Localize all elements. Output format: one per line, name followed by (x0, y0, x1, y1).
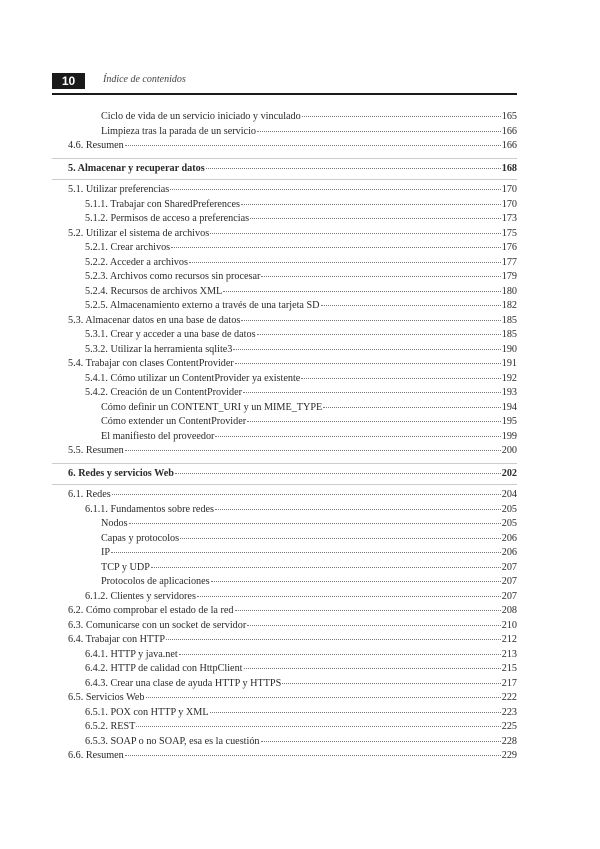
running-title: Índice de contenidos (103, 74, 186, 85)
entry-title: 5.2.5. Almacenamiento externo a través de una tarjeta SD (85, 300, 320, 311)
dot-leader (233, 349, 500, 350)
entry-title: 6.1. Redes (68, 489, 111, 500)
entry-page-number: 166 (501, 125, 517, 137)
toc-entry[interactable] (52, 401, 517, 416)
dot-leader (302, 116, 501, 117)
dot-leader (241, 320, 500, 321)
entry-page-number: 225 (501, 721, 517, 732)
entry-page-number: 170 (501, 184, 517, 195)
toc-entry[interactable] (52, 386, 517, 401)
toc-entry[interactable] (52, 619, 517, 634)
toc-entry[interactable] (52, 503, 517, 518)
dot-leader (125, 755, 501, 756)
entry-title: 5.1.2. Permisos de acceso a preferencias (85, 213, 250, 224)
entry-page-number: 170 (501, 198, 517, 210)
entry-page-number: 206 (501, 532, 517, 544)
entry-title: Protocolos de aplicaciones (101, 576, 210, 587)
entry-title: 6.1.2. Clientes y servidores (85, 590, 196, 602)
dot-leader (136, 726, 500, 727)
entry-page-number: 179 (501, 271, 517, 282)
entry-title: 6.5.2. REST (85, 721, 136, 732)
toc-entry[interactable] (52, 212, 517, 227)
toc-entry[interactable] (52, 372, 517, 387)
toc-entry[interactable] (52, 314, 517, 329)
toc-entry[interactable] (52, 270, 517, 285)
toc-entry[interactable] (52, 575, 517, 590)
dot-leader (146, 697, 501, 698)
entry-page-number: 207 (501, 561, 517, 573)
entry-title: 6.4. Trabajar con HTTP (68, 634, 166, 645)
running-header (52, 72, 517, 95)
entry-page-number: 192 (501, 372, 517, 384)
toc-entry[interactable] (52, 662, 517, 677)
toc-entry[interactable] (52, 749, 517, 764)
dot-leader (171, 247, 501, 248)
entry-title: 6. Redes y servicios Web (68, 467, 174, 479)
toc-entry[interactable] (52, 357, 517, 372)
entry-title: 5.2. Utilizar el sistema de archivos (68, 227, 210, 239)
entry-page-number: 217 (501, 677, 517, 689)
dot-leader (247, 625, 500, 626)
entry-page-number: 176 (501, 242, 517, 253)
entry-title: 5.4.1. Cómo utilizar un ContentProvider ya existente (85, 372, 301, 384)
entry-title: 6.6. Resumen (68, 750, 124, 761)
toc-entry[interactable] (52, 285, 517, 300)
toc-entry[interactable] (52, 546, 517, 561)
dot-leader (243, 392, 501, 393)
page-number: 10 (52, 73, 85, 89)
entry-title: IP (101, 547, 111, 558)
entry-title: 5.2.3. Archivos como recursos sin procesar (85, 271, 261, 282)
chapter-entry[interactable] (52, 467, 517, 482)
entry-title: 5. Almacenar y recuperar datos (68, 162, 205, 174)
dot-leader (125, 450, 501, 451)
dot-leader (180, 538, 501, 539)
entry-title: 4.6. Resumen (68, 140, 124, 151)
dot-leader (323, 407, 500, 408)
entry-page-number: 175 (501, 227, 517, 239)
dot-leader (210, 712, 501, 713)
chapter-heading (52, 158, 517, 181)
dot-leader (125, 145, 501, 146)
dot-leader (129, 523, 501, 524)
dot-leader (206, 168, 501, 169)
entry-page-number: 173 (501, 213, 517, 224)
entry-title: 6.3. Comunicarse con un socket de servidor (68, 619, 247, 631)
toc-entry[interactable] (52, 720, 517, 735)
toc-entry[interactable] (52, 633, 517, 648)
entry-page-number: 191 (501, 358, 517, 369)
entry-page-number: 180 (501, 285, 517, 297)
dot-leader (151, 567, 501, 568)
toc-entry[interactable] (52, 735, 517, 750)
entry-title: Limpieza tras la parada de un servicio (101, 125, 257, 137)
toc-entry[interactable] (52, 125, 517, 140)
entry-page-number: 185 (501, 314, 517, 326)
toc-entry[interactable] (52, 677, 517, 692)
entry-title: 6.4.1. HTTP y java.net (85, 648, 178, 660)
entry-title: Capas y protocolos (101, 532, 180, 544)
entry-title: 5.4.2. Creación de un ContentProvider (85, 387, 243, 398)
entry-title: Nodos (101, 518, 128, 529)
dot-leader (250, 218, 501, 219)
entry-title: 5.2.2. Acceder a archivos (85, 256, 188, 268)
toc-entry[interactable] (52, 139, 517, 154)
entry-page-number: 205 (501, 503, 517, 515)
entry-page-number: 228 (501, 735, 517, 747)
dot-leader (282, 683, 500, 684)
entry-page-number: 213 (501, 648, 517, 660)
entry-title: 6.4.2. HTTP de calidad con HttpClient (85, 663, 243, 674)
toc-entry[interactable] (52, 183, 517, 198)
entry-page-number: 200 (501, 445, 517, 456)
entry-page-number: 205 (501, 518, 517, 529)
entry-page-number: 207 (501, 590, 517, 602)
entry-title: 5.5. Resumen (68, 445, 124, 456)
entry-title: Cómo definir un CONTENT_URI y un MIME_TYPE (101, 401, 323, 413)
dot-leader (223, 291, 500, 292)
chapter-entry[interactable] (52, 162, 517, 177)
toc-entry[interactable] (52, 299, 517, 314)
entry-page-number: 223 (501, 706, 517, 718)
toc-entry[interactable] (52, 517, 517, 532)
entry-title: 5.3. Almacenar datos en una base de datos (68, 314, 241, 326)
entry-title: 6.5. Servicios Web (68, 692, 145, 703)
toc-entry[interactable] (52, 415, 517, 430)
dot-leader (241, 204, 501, 205)
entry-title: 5.1.1. Trabajar con SharedPreferences (85, 198, 241, 210)
entry-page-number: 190 (501, 343, 517, 355)
dot-leader (170, 189, 500, 190)
entry-title: 5.2.4. Recursos de archivos XML (85, 285, 223, 297)
entry-page-number: 195 (501, 416, 517, 427)
entry-title: 6.4.3. Crear una clase de ayuda HTTP y HTTPS (85, 677, 282, 689)
dot-leader (210, 233, 501, 234)
toc-entry[interactable] (52, 227, 517, 242)
entry-page-number: 193 (501, 387, 517, 398)
entry-page-number: 229 (501, 750, 517, 761)
entry-page-number: 185 (501, 329, 517, 340)
dot-leader (189, 262, 501, 263)
entry-page-number: 165 (501, 111, 517, 122)
entry-page-number: 182 (501, 300, 517, 311)
dot-leader (215, 436, 500, 437)
dot-leader (179, 654, 501, 655)
dot-leader (111, 552, 501, 553)
dot-leader (197, 596, 501, 597)
toc-entry[interactable] (52, 444, 517, 459)
entry-page-number: 210 (501, 619, 517, 631)
dot-leader (321, 305, 501, 306)
entry-title: 6.5.3. SOAP o no SOAP, esa es la cuestión (85, 735, 260, 747)
toc-entry[interactable] (52, 532, 517, 547)
entry-page-number: 194 (501, 401, 517, 413)
entry-title: 6.2. Cómo comprobar el estado de la red (68, 605, 234, 616)
toc-entry[interactable] (52, 328, 517, 343)
entry-title: 5.3.2. Utilizar la herramienta sqlite3 (85, 343, 233, 355)
dot-leader (261, 276, 500, 277)
dot-leader (211, 581, 501, 582)
entry-title: 6.1.1. Fundamentos sobre redes (85, 503, 215, 515)
entry-page-number: 208 (501, 605, 517, 616)
dot-leader (244, 668, 501, 669)
entry-page-number: 202 (501, 467, 517, 479)
toc-entry[interactable] (52, 256, 517, 271)
toc-entry[interactable] (52, 561, 517, 576)
dot-leader (257, 334, 501, 335)
toc-entry[interactable] (52, 430, 517, 445)
entry-title: TCP y UDP (101, 561, 150, 573)
entry-page-number: 215 (501, 663, 517, 674)
entry-page-number: 199 (501, 430, 517, 442)
entry-title: 5.3.1. Crear y acceder a una base de datos (85, 329, 256, 340)
entry-page-number: 168 (501, 162, 517, 174)
dot-leader (215, 509, 501, 510)
dot-leader (112, 494, 501, 495)
entry-page-number: 207 (501, 576, 517, 587)
entry-title: 5.4. Trabajar con clases ContentProvider (68, 358, 234, 369)
toc-entry[interactable] (52, 110, 517, 125)
toc-entry[interactable] (52, 706, 517, 721)
toc-entry[interactable] (52, 590, 517, 605)
table-of-contents (52, 110, 517, 764)
dot-leader (247, 421, 501, 422)
toc-entry[interactable] (52, 343, 517, 358)
entry-page-number: 166 (501, 140, 517, 151)
entry-title: 6.5.1. POX con HTTP y XML (85, 706, 209, 718)
dot-leader (235, 610, 501, 611)
entry-page-number: 212 (501, 634, 517, 645)
entry-page-number: 206 (501, 547, 517, 558)
entry-title: 5.1. Utilizar preferencias (68, 184, 170, 195)
entry-title: 5.2.1. Crear archivos (85, 242, 171, 253)
entry-title: Ciclo de vida de un servicio iniciado y vinculado (101, 111, 301, 122)
dot-leader (261, 741, 501, 742)
dot-leader (301, 378, 500, 379)
dot-leader (175, 473, 501, 474)
toc-entry[interactable] (52, 648, 517, 663)
toc-entry[interactable] (52, 604, 517, 619)
toc-entry[interactable] (52, 488, 517, 503)
entry-title: El manifiesto del proveedor (101, 430, 215, 442)
entry-page-number: 204 (501, 489, 517, 500)
dot-leader (235, 363, 501, 364)
entry-page-number: 222 (501, 692, 517, 703)
dot-leader (257, 131, 501, 132)
entry-title: Cómo extender un ContentProvider (101, 416, 247, 427)
toc-entry[interactable] (52, 691, 517, 706)
chapter-heading (52, 463, 517, 486)
toc-entry[interactable] (52, 198, 517, 213)
dot-leader (166, 639, 501, 640)
entry-page-number: 177 (501, 256, 517, 268)
toc-entry[interactable] (52, 241, 517, 256)
